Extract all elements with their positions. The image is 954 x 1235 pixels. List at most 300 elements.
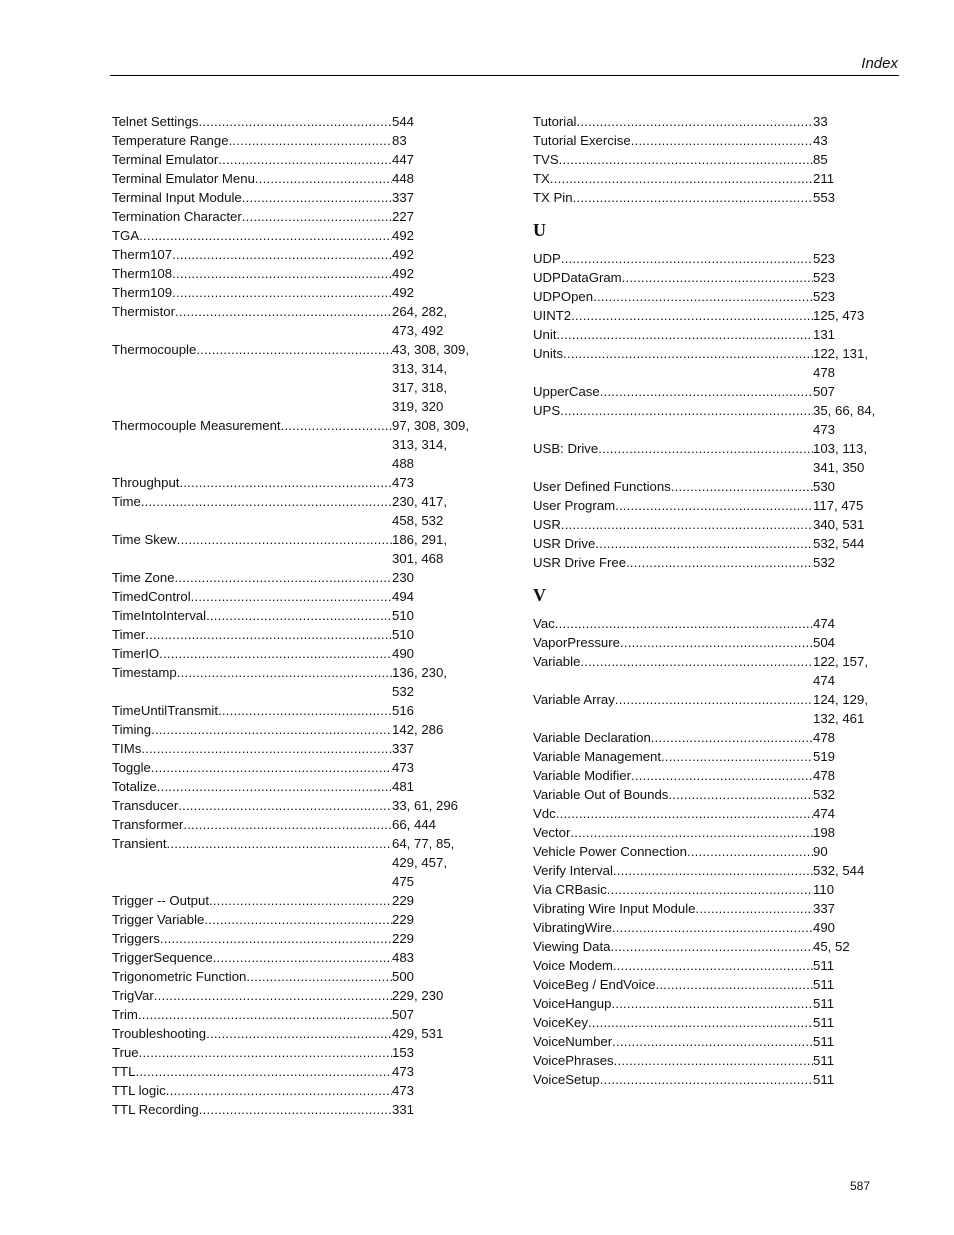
index-term-label: Timing xyxy=(112,722,152,737)
dot-leader xyxy=(151,720,392,739)
index-page-refs: 492 xyxy=(392,266,415,281)
index-term-label: TimerIO xyxy=(112,646,160,661)
index-term xyxy=(112,283,392,302)
index-page-refs: 43, 308, 309, 313, 314, 317, 318, 319, 320 xyxy=(392,342,469,414)
index-entry xyxy=(533,823,897,842)
dot-leader xyxy=(556,325,813,344)
index-term xyxy=(112,834,392,891)
index-entry xyxy=(533,382,897,401)
dot-leader xyxy=(242,207,392,226)
index-term xyxy=(112,663,392,701)
index-page-refs: 97, 308, 309, 313, 314, 488 xyxy=(392,418,469,471)
dot-leader xyxy=(687,842,813,861)
dot-leader xyxy=(614,1051,813,1070)
dot-leader xyxy=(610,937,813,956)
index-term xyxy=(112,967,392,986)
index-term xyxy=(112,112,392,131)
index-page-refs: 447 xyxy=(392,152,415,167)
index-term xyxy=(533,918,813,937)
index-page-refs: 142, 286 xyxy=(392,722,444,737)
dot-leader xyxy=(172,264,392,283)
index-page-refs: 532 xyxy=(813,555,836,570)
index-page-refs: 43 xyxy=(813,133,828,148)
dot-leader xyxy=(588,1013,813,1032)
index-term-label: TGA xyxy=(112,228,140,243)
index-term-label: TTL xyxy=(112,1064,136,1079)
index-entry xyxy=(112,416,476,473)
dot-leader xyxy=(177,663,392,701)
dot-leader xyxy=(556,804,813,823)
index-page-refs: 124, 129, 132, 461 xyxy=(813,692,868,726)
index-term xyxy=(112,910,392,929)
index-page-refs: 511 xyxy=(813,958,835,973)
index-entry xyxy=(533,766,897,785)
index-group-u xyxy=(533,249,897,572)
index-term-label: Vibrating Wire Input Module xyxy=(533,901,696,916)
index-term xyxy=(533,842,813,861)
dot-leader xyxy=(570,823,813,842)
index-entry xyxy=(112,606,476,625)
index-page-refs: 511 xyxy=(813,977,835,992)
index-term-label: VoiceSetup xyxy=(533,1072,600,1087)
index-term-label: Trigonometric Function xyxy=(112,969,247,984)
index-page-refs: 64, 77, 85, 429, 457, 475 xyxy=(392,836,455,889)
index-entry xyxy=(533,728,897,747)
index-term-label: TX Pin xyxy=(533,190,573,205)
index-page-refs: 490 xyxy=(813,920,836,935)
index-term xyxy=(112,587,392,606)
dot-leader xyxy=(199,112,392,131)
index-page-refs: 230 xyxy=(392,570,415,585)
index-term-label: Variable xyxy=(533,654,581,669)
index-page-refs: 494 xyxy=(392,589,415,604)
index-term-label: Timestamp xyxy=(112,665,177,680)
index-entry xyxy=(533,1070,897,1089)
index-term-label: Toggle xyxy=(112,760,151,775)
index-entry xyxy=(112,302,476,340)
index-entry xyxy=(112,758,476,777)
index-term xyxy=(533,188,813,207)
index-term-label: User Defined Functions xyxy=(533,479,671,494)
index-page-refs: 511 xyxy=(813,1072,835,1087)
dot-leader xyxy=(600,382,813,401)
index-group-t xyxy=(533,112,897,207)
dot-leader xyxy=(563,344,813,382)
index-term xyxy=(533,804,813,823)
dot-leader xyxy=(183,815,392,834)
index-term-label: Viewing Data xyxy=(533,939,611,954)
index-page-refs: 500 xyxy=(392,969,415,984)
dot-leader xyxy=(613,861,813,880)
index-entry xyxy=(533,553,897,572)
index-page-refs: 492 xyxy=(392,247,415,262)
index-page-refs: 125, 473 xyxy=(813,308,865,323)
index-term xyxy=(112,796,392,815)
dot-leader xyxy=(696,899,814,918)
index-page-refs: 35, 66, 84, 473 xyxy=(813,403,876,437)
dot-leader xyxy=(615,496,813,515)
dot-leader xyxy=(145,625,392,644)
index-entry xyxy=(112,1043,476,1062)
index-page-refs: 473 xyxy=(392,475,415,490)
dot-leader xyxy=(178,796,392,815)
dot-leader xyxy=(600,1070,813,1089)
index-term-label: Transformer xyxy=(112,817,184,832)
index-term xyxy=(112,568,392,587)
dot-leader xyxy=(242,188,392,207)
index-term-label: USR Drive xyxy=(533,536,596,551)
index-term-label: VoicePhrases xyxy=(533,1053,614,1068)
dot-leader xyxy=(218,701,392,720)
index-page-refs: 474 xyxy=(813,616,836,631)
index-term xyxy=(533,344,813,382)
index-term xyxy=(533,382,813,401)
dot-leader xyxy=(172,283,392,302)
index-term-label: Time xyxy=(112,494,141,509)
index-term-label: Tutorial xyxy=(533,114,577,129)
index-page-refs: 153 xyxy=(392,1045,415,1060)
dot-leader xyxy=(560,401,813,439)
index-term-label: TTL logic xyxy=(112,1083,166,1098)
index-entry xyxy=(533,918,897,937)
index-term xyxy=(533,439,813,477)
dot-leader xyxy=(160,929,392,948)
dot-leader xyxy=(611,994,813,1013)
index-page-refs: 474 xyxy=(813,806,836,821)
index-term-label: Variable Modifier xyxy=(533,768,631,783)
dot-leader xyxy=(177,530,392,568)
index-page-refs: 504 xyxy=(813,635,836,650)
index-entry xyxy=(533,268,897,287)
index-term-label: Thermistor xyxy=(112,304,176,319)
index-term xyxy=(112,1043,392,1062)
index-term xyxy=(533,994,813,1013)
index-term-label: Units xyxy=(533,346,564,361)
index-entry xyxy=(533,975,897,994)
index-term xyxy=(533,728,813,747)
index-term-label: VoiceHangup xyxy=(533,996,612,1011)
index-entry xyxy=(112,967,476,986)
index-term-label: UDPOpen xyxy=(533,289,594,304)
index-term-label: VoiceBeg / EndVoice xyxy=(533,977,656,992)
dot-leader xyxy=(593,287,813,306)
index-entry xyxy=(533,344,897,382)
index-term xyxy=(533,553,813,572)
index-entry xyxy=(112,910,476,929)
index-entry xyxy=(112,701,476,720)
index-page-refs: 122, 157, 474 xyxy=(813,654,868,688)
index-entry xyxy=(533,496,897,515)
index-term xyxy=(533,766,813,785)
index-entry xyxy=(533,439,897,477)
index-term xyxy=(533,823,813,842)
index-entry xyxy=(112,150,476,169)
index-term-label: UPS xyxy=(533,403,561,418)
index-term xyxy=(112,777,392,796)
dot-leader xyxy=(206,606,392,625)
dot-leader xyxy=(246,967,392,986)
index-page-refs: 490 xyxy=(392,646,415,661)
index-term xyxy=(112,340,392,416)
dot-leader xyxy=(573,188,813,207)
index-page-refs: 33 xyxy=(813,114,828,129)
index-entry xyxy=(533,1013,897,1032)
dot-leader xyxy=(631,131,813,150)
index-group-v xyxy=(533,614,897,1089)
dot-leader xyxy=(580,652,813,690)
dot-leader xyxy=(159,644,392,663)
index-term-label: Totalize xyxy=(112,779,157,794)
index-entry xyxy=(112,530,476,568)
index-entry xyxy=(533,112,897,131)
index-term-label: Variable Array xyxy=(533,692,615,707)
index-term xyxy=(533,899,813,918)
index-term xyxy=(112,1062,392,1081)
index-page-refs: 337 xyxy=(392,190,415,205)
index-term-label: Throughput xyxy=(112,475,180,490)
index-page-refs: 483 xyxy=(392,950,415,965)
index-term-label: Trigger -- Output xyxy=(112,893,209,908)
dot-leader xyxy=(626,553,813,572)
index-term-label: Time Zone xyxy=(112,570,175,585)
index-term-label: Therm108 xyxy=(112,266,173,281)
index-term xyxy=(112,492,392,530)
index-entry xyxy=(533,249,897,268)
index-entry xyxy=(112,188,476,207)
index-term xyxy=(533,956,813,975)
index-entry xyxy=(112,739,476,758)
index-page-refs: 230, 417, 458, 532 xyxy=(392,494,447,528)
index-term-label: Vector xyxy=(533,825,571,840)
dot-leader xyxy=(561,515,813,534)
index-page-refs: 532 xyxy=(813,787,836,802)
dot-leader xyxy=(598,439,813,477)
dot-leader xyxy=(141,739,392,758)
dot-leader xyxy=(620,633,813,652)
dot-leader xyxy=(631,766,813,785)
dot-leader xyxy=(179,473,392,492)
index-term-label: Vehicle Power Connection xyxy=(533,844,687,859)
dot-leader xyxy=(175,302,392,340)
section-heading-u: U xyxy=(533,220,546,240)
index-page-refs: 523 xyxy=(813,289,836,304)
dot-leader xyxy=(139,226,392,245)
dot-leader xyxy=(615,690,813,728)
index-term xyxy=(112,131,392,150)
section-heading-v: V xyxy=(533,585,546,605)
index-term xyxy=(533,268,813,287)
index-page-refs: 473 xyxy=(392,1064,415,1079)
index-entry xyxy=(533,1032,897,1051)
index-term-label: Variable Out of Bounds xyxy=(533,787,669,802)
index-page-refs: 337 xyxy=(392,741,415,756)
index-term-label: Transducer xyxy=(112,798,179,813)
index-term-label: Thermocouple Measurement xyxy=(112,418,281,433)
index-term-label: Time Skew xyxy=(112,532,177,547)
index-page-refs: 519 xyxy=(813,749,836,764)
index-page-refs: 523 xyxy=(813,251,836,266)
index-term xyxy=(533,1070,813,1089)
index-term-label: VoiceKey xyxy=(533,1015,588,1030)
index-page-refs: 448 xyxy=(392,171,415,186)
index-term xyxy=(112,473,392,492)
index-term xyxy=(533,633,813,652)
index-term xyxy=(533,287,813,306)
index-term-label: TVS xyxy=(533,152,559,167)
index-entry xyxy=(533,633,897,652)
running-header-title: Index xyxy=(861,55,898,72)
index-term-label: TrigVar xyxy=(112,988,154,1003)
dot-leader xyxy=(157,777,392,796)
header-divider xyxy=(110,75,899,76)
index-term xyxy=(533,477,813,496)
index-term-label: Trigger Variable xyxy=(112,912,205,927)
dot-leader xyxy=(612,918,813,937)
dot-leader xyxy=(229,131,392,150)
index-page-refs: 532, 544 xyxy=(813,536,865,551)
index-term-label: Thermocouple xyxy=(112,342,197,357)
index-page-refs: 103, 113, 341, 350 xyxy=(813,441,868,475)
index-page-refs: 507 xyxy=(392,1007,415,1022)
index-term xyxy=(112,226,392,245)
index-entry xyxy=(112,169,476,188)
index-entry xyxy=(533,477,897,496)
index-term-label: Vac xyxy=(533,616,555,631)
index-term xyxy=(533,131,813,150)
dot-leader xyxy=(559,150,813,169)
index-entry xyxy=(112,986,476,1005)
index-entry xyxy=(112,568,476,587)
index-page-refs: 117, 475 xyxy=(813,498,864,513)
index-entry xyxy=(533,785,897,804)
index-term xyxy=(112,207,392,226)
index-term-label: UDPDataGram xyxy=(533,270,622,285)
index-term-label: TimeIntoInterval xyxy=(112,608,207,623)
index-term-label: Transient xyxy=(112,836,167,851)
dot-leader xyxy=(175,568,392,587)
index-page-refs: 198 xyxy=(813,825,836,840)
index-entry xyxy=(533,401,897,439)
index-column-left xyxy=(112,112,476,1119)
index-page-refs: 532, 544 xyxy=(813,863,865,878)
dot-leader xyxy=(204,910,392,929)
index-page-refs: 90 xyxy=(813,844,828,859)
index-entry xyxy=(112,625,476,644)
index-entry xyxy=(112,644,476,663)
index-entry xyxy=(533,937,897,956)
index-term xyxy=(112,891,392,910)
index-term-label: TIMs xyxy=(112,741,142,756)
dot-leader xyxy=(613,956,813,975)
index-term-label: Telnet Settings xyxy=(112,114,199,129)
index-entry xyxy=(112,663,476,701)
dot-leader xyxy=(218,150,392,169)
index-page-refs: 429, 531 xyxy=(392,1026,444,1041)
index-term xyxy=(112,530,392,568)
index-entry xyxy=(112,1062,476,1081)
index-term-label: UINT2 xyxy=(533,308,572,323)
index-entry xyxy=(533,614,897,633)
dot-leader xyxy=(612,1032,813,1051)
index-term-label: Vdc xyxy=(533,806,556,821)
index-page-refs: 516 xyxy=(392,703,415,718)
index-entry xyxy=(533,287,897,306)
index-term xyxy=(533,861,813,880)
index-term xyxy=(112,245,392,264)
index-entry xyxy=(112,283,476,302)
index-term xyxy=(533,325,813,344)
index-term xyxy=(533,652,813,690)
index-term-label: Trim xyxy=(112,1007,138,1022)
index-entry xyxy=(533,804,897,823)
dot-leader xyxy=(138,1005,392,1024)
index-entry xyxy=(112,777,476,796)
dot-leader xyxy=(571,306,813,325)
index-term xyxy=(112,302,392,340)
index-page-refs: 110 xyxy=(813,882,835,897)
index-page-refs: 340, 531 xyxy=(813,517,865,532)
dot-leader xyxy=(151,758,392,777)
index-entry xyxy=(533,880,897,899)
index-entry xyxy=(112,131,476,150)
index-term xyxy=(112,815,392,834)
index-term xyxy=(112,720,392,739)
index-entry xyxy=(112,207,476,226)
index-entry xyxy=(112,1081,476,1100)
index-term-label: Terminal Input Module xyxy=(112,190,242,205)
index-entry xyxy=(112,796,476,815)
index-term-label: USR xyxy=(533,517,561,532)
dot-leader xyxy=(555,614,813,633)
index-term-label: Tutorial Exercise xyxy=(533,133,631,148)
index-term xyxy=(112,948,392,967)
index-term xyxy=(112,1005,392,1024)
index-entry xyxy=(112,264,476,283)
index-page-refs: 473 xyxy=(392,1083,415,1098)
index-term xyxy=(112,606,392,625)
index-entry xyxy=(112,1024,476,1043)
index-page-refs: 507 xyxy=(813,384,836,399)
index-term-label: VaporPressure xyxy=(533,635,620,650)
index-term-label: Terminal Emulator Menu xyxy=(112,171,255,186)
index-entry xyxy=(533,861,897,880)
index-page-refs: 510 xyxy=(392,608,415,623)
index-entry xyxy=(533,652,897,690)
index-entry xyxy=(533,150,897,169)
index-entry xyxy=(533,899,897,918)
index-term xyxy=(533,515,813,534)
index-term-label: User Program xyxy=(533,498,616,513)
index-page-refs: 553 xyxy=(813,190,836,205)
index-term xyxy=(112,169,392,188)
dot-leader xyxy=(135,1062,392,1081)
index-term xyxy=(533,1051,813,1070)
index-term-label: Temperature Range xyxy=(112,133,229,148)
index-page-refs: 85 xyxy=(813,152,828,167)
index-page-refs: 478 xyxy=(813,730,836,745)
index-term-label: Timer xyxy=(112,627,146,642)
dot-leader xyxy=(607,880,813,899)
index-entry xyxy=(112,492,476,530)
index-term-label: Therm109 xyxy=(112,285,173,300)
index-page-refs: 136, 230, 532 xyxy=(392,665,447,699)
index-term-label: Terminal Emulator xyxy=(112,152,219,167)
dot-leader xyxy=(661,747,813,766)
dot-leader xyxy=(668,785,813,804)
dot-leader xyxy=(196,340,392,416)
index-term-label: UDP xyxy=(533,251,561,266)
dot-leader xyxy=(172,245,392,264)
